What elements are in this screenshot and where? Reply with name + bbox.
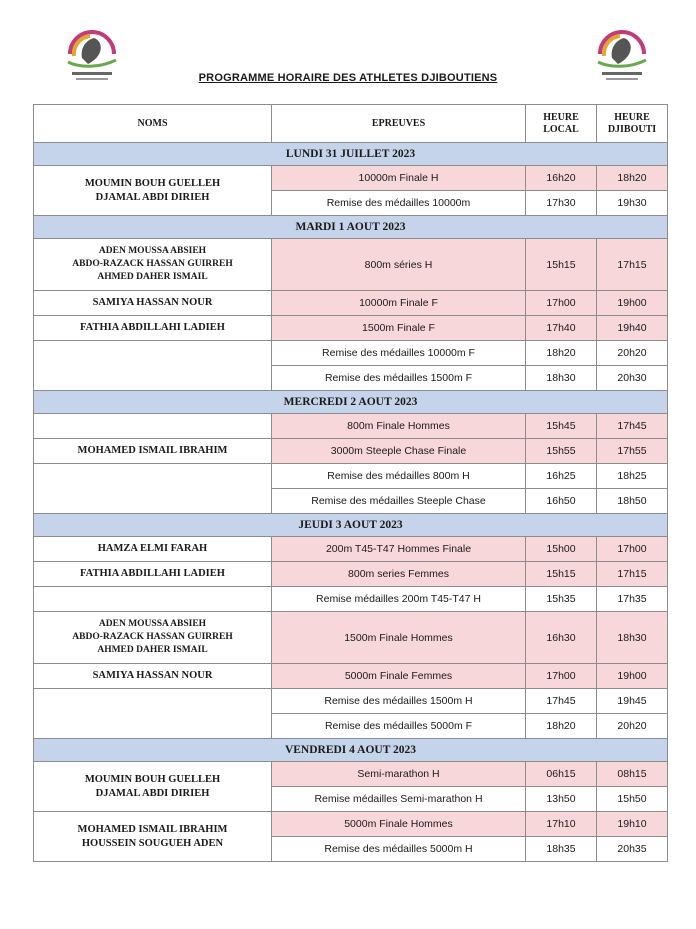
djibouti-time-cell: 19h00 bbox=[597, 664, 668, 689]
event-cell: 200m T45-T47 Hommes Finale bbox=[272, 537, 526, 562]
event-cell: Semi-marathon H bbox=[272, 762, 526, 787]
event-cell: 10000m Finale F bbox=[272, 291, 526, 316]
header-events: EPREUVES bbox=[272, 105, 526, 143]
local-time-cell: 18h20 bbox=[526, 714, 597, 739]
table-row bbox=[34, 439, 668, 464]
day-header-row bbox=[34, 143, 668, 166]
local-time-cell: 17h45 bbox=[526, 689, 597, 714]
day-label: JEUDI 3 AOUT 2023 bbox=[34, 514, 668, 537]
djibouti-time-cell: 17h15 bbox=[597, 562, 668, 587]
djibouti-time-cell: 18h20 bbox=[597, 166, 668, 191]
local-time-cell: 15h15 bbox=[526, 239, 597, 291]
day-header-row bbox=[34, 391, 668, 414]
djibouti-time-cell: 18h25 bbox=[597, 464, 668, 489]
djibouti-time-cell: 20h30 bbox=[597, 366, 668, 391]
djibouti-time-cell: 17h15 bbox=[597, 239, 668, 291]
event-cell: 1500m Finale Hommes bbox=[272, 612, 526, 664]
athlete-names-empty bbox=[34, 587, 272, 612]
table-row bbox=[34, 562, 668, 587]
event-cell: 5000m Finale Femmes bbox=[272, 664, 526, 689]
athlete-names: MOUMIN BOUH GUELLEH DJAMAL ABDI DIRIEH bbox=[34, 762, 272, 812]
djibouti-time-cell: 15h50 bbox=[597, 787, 668, 812]
table-row bbox=[34, 689, 668, 714]
local-time-cell: 17h10 bbox=[526, 812, 597, 837]
event-cell: Remise des médailles 10000m F bbox=[272, 341, 526, 366]
athlete-names: MOHAMED ISMAIL IBRAHIM bbox=[34, 439, 272, 464]
document-title: PROGRAMME HORAIRE DES ATHLETES DJIBOUTIENS bbox=[198, 72, 498, 84]
header-local-time: HEURE LOCAL bbox=[526, 105, 597, 143]
day-label: LUNDI 31 JUILLET 2023 bbox=[34, 143, 668, 166]
local-time-cell: 15h45 bbox=[526, 414, 597, 439]
athlete-names: ADEN MOUSSA ABSIEH ABDO-RAZACK HASSAN GUIRREH AHMED DAHER ISMAIL bbox=[34, 239, 272, 291]
day-label: MARDI 1 AOUT 2023 bbox=[34, 216, 668, 239]
table-row bbox=[34, 612, 668, 664]
day-label: VENDREDI 4 AOUT 2023 bbox=[34, 739, 668, 762]
day-label: MERCREDI 2 AOUT 2023 bbox=[34, 391, 668, 414]
athlete-names: ADEN MOUSSA ABSIEH ABDO-RAZACK HASSAN GUIRREH AHMED DAHER ISMAIL bbox=[34, 612, 272, 664]
header-row bbox=[34, 105, 668, 143]
event-cell: Remise médailles Semi-marathon H bbox=[272, 787, 526, 812]
local-time-cell: 15h15 bbox=[526, 562, 597, 587]
event-cell: Remise des médailles 1500m H bbox=[272, 689, 526, 714]
event-cell: 5000m Finale Hommes bbox=[272, 812, 526, 837]
djibouti-time-cell: 17h35 bbox=[597, 587, 668, 612]
table-row bbox=[34, 414, 668, 439]
local-time-cell: 17h30 bbox=[526, 191, 597, 216]
table-row bbox=[34, 239, 668, 291]
djibouti-time-cell: 20h20 bbox=[597, 341, 668, 366]
event-cell: Remise des médailles 5000m H bbox=[272, 837, 526, 862]
table-row bbox=[34, 166, 668, 191]
event-cell: Remise médailles 200m T45-T47 H bbox=[272, 587, 526, 612]
athlete-names-empty bbox=[34, 689, 272, 739]
athlete-names: SAMIYA HASSAN NOUR bbox=[34, 664, 272, 689]
table-row bbox=[34, 464, 668, 489]
local-time-cell: 13h50 bbox=[526, 787, 597, 812]
header-djibouti-time: HEURE DJIBOUTI bbox=[597, 105, 668, 143]
local-time-cell: 18h20 bbox=[526, 341, 597, 366]
athlete-names: SAMIYA HASSAN NOUR bbox=[34, 291, 272, 316]
day-header-row bbox=[34, 216, 668, 239]
djibouti-time-cell: 19h00 bbox=[597, 291, 668, 316]
djibouti-time-cell: 19h10 bbox=[597, 812, 668, 837]
event-cell: Remise des médailles 1500m F bbox=[272, 366, 526, 391]
local-time-cell: 15h35 bbox=[526, 587, 597, 612]
event-cell: 800m séries H bbox=[272, 239, 526, 291]
athlete-names: FATHIA ABDILLAHI LADIEH bbox=[34, 316, 272, 341]
event-cell: 800m series Femmes bbox=[272, 562, 526, 587]
local-time-cell: 15h00 bbox=[526, 537, 597, 562]
djibouti-time-cell: 17h45 bbox=[597, 414, 668, 439]
event-cell: 800m Finale Hommes bbox=[272, 414, 526, 439]
event-cell: 1500m Finale F bbox=[272, 316, 526, 341]
table-row bbox=[34, 762, 668, 787]
event-cell: Remise des médailles 5000m F bbox=[272, 714, 526, 739]
athlete-names: MOHAMED ISMAIL IBRAHIM HOUSSEIN SOUGUEH ADEN bbox=[34, 812, 272, 862]
athlete-names: FATHIA ABDILLAHI LADIEH bbox=[34, 562, 272, 587]
djibouti-time-cell: 08h15 bbox=[597, 762, 668, 787]
local-time-cell: 16h50 bbox=[526, 489, 597, 514]
table-row bbox=[34, 316, 668, 341]
event-cell: Remise des médailles 10000m bbox=[272, 191, 526, 216]
local-time-cell: 16h20 bbox=[526, 166, 597, 191]
day-header-row bbox=[34, 514, 668, 537]
local-time-cell: 16h30 bbox=[526, 612, 597, 664]
table-row bbox=[34, 291, 668, 316]
djibouti-time-cell: 19h45 bbox=[597, 689, 668, 714]
djibouti-time-cell: 20h35 bbox=[597, 837, 668, 862]
table-row bbox=[34, 537, 668, 562]
table-row bbox=[34, 341, 668, 366]
local-time-cell: 17h40 bbox=[526, 316, 597, 341]
djibouti-time-cell: 17h00 bbox=[597, 537, 668, 562]
event-cell: Remise des médailles 800m H bbox=[272, 464, 526, 489]
athlete-names-empty bbox=[34, 414, 272, 439]
djibouti-time-cell: 18h50 bbox=[597, 489, 668, 514]
header-names: NOMS bbox=[34, 105, 272, 143]
event-cell: Remise des médailles Steeple Chase bbox=[272, 489, 526, 514]
table-row bbox=[34, 587, 668, 612]
local-time-cell: 15h55 bbox=[526, 439, 597, 464]
local-time-cell: 18h30 bbox=[526, 366, 597, 391]
athlete-names: MOUMIN BOUH GUELLEH DJAMAL ABDI DIRIEH bbox=[34, 166, 272, 216]
local-time-cell: 17h00 bbox=[526, 291, 597, 316]
table-row bbox=[34, 812, 668, 837]
djibouti-time-cell: 19h40 bbox=[597, 316, 668, 341]
athlete-names: HAMZA ELMI FARAH bbox=[34, 537, 272, 562]
local-time-cell: 17h00 bbox=[526, 664, 597, 689]
table-row bbox=[34, 664, 668, 689]
day-header-row bbox=[34, 739, 668, 762]
schedule-table bbox=[33, 104, 668, 862]
djibouti-time-cell: 18h30 bbox=[597, 612, 668, 664]
local-time-cell: 16h25 bbox=[526, 464, 597, 489]
local-time-cell: 06h15 bbox=[526, 762, 597, 787]
local-time-cell: 18h35 bbox=[526, 837, 597, 862]
event-cell: 10000m Finale H bbox=[272, 166, 526, 191]
athlete-names-empty bbox=[34, 341, 272, 391]
event-cell: 3000m Steeple Chase Finale bbox=[272, 439, 526, 464]
athlete-names-empty bbox=[34, 464, 272, 514]
djibouti-time-cell: 20h20 bbox=[597, 714, 668, 739]
djibouti-time-cell: 17h55 bbox=[597, 439, 668, 464]
djibouti-time-cell: 19h30 bbox=[597, 191, 668, 216]
